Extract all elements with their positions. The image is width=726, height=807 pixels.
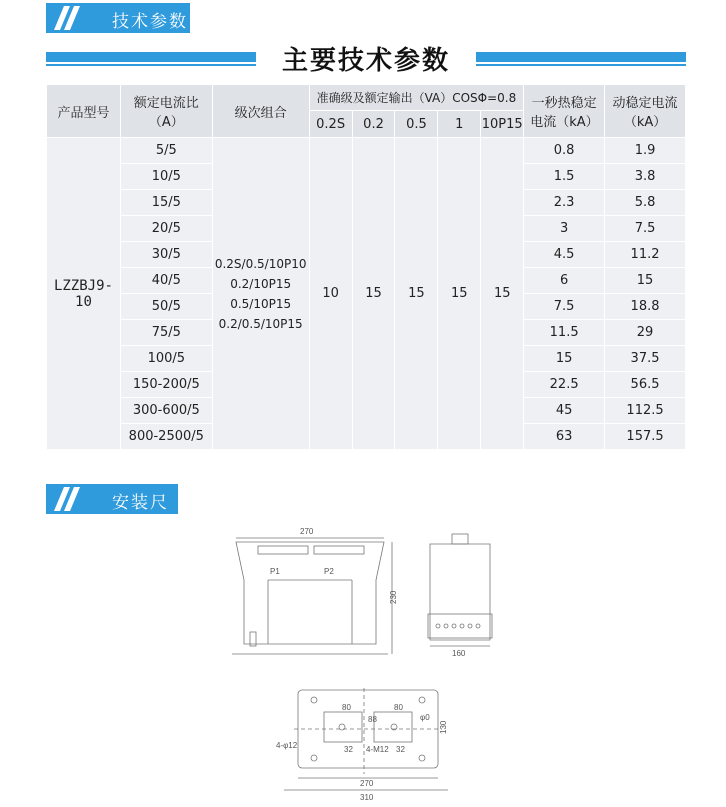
ratio-cell: 800-2500/5 — [120, 424, 212, 450]
dynamic-cell: 1.9 — [605, 138, 686, 164]
thermal-cell: 45 — [524, 398, 605, 424]
dim-130: 130 — [439, 720, 448, 734]
thermal-cell: 3 — [524, 216, 605, 242]
dim-88: 88 — [368, 715, 377, 724]
combo-item: 0.2S/0.5/10P10 — [214, 256, 307, 271]
front-view-drawing — [228, 520, 414, 665]
dynamic-cell: 29 — [605, 320, 686, 346]
dim-front-width: 270 — [300, 527, 314, 536]
dim-80a: 80 — [342, 703, 351, 712]
spec-table — [46, 84, 686, 450]
section-banner-tech-params — [46, 3, 190, 33]
section-title: 安装尺寸 — [112, 493, 169, 538]
dynamic-cell: 56.5 — [605, 372, 686, 398]
dynamic-cell: 7.5 — [605, 216, 686, 242]
thermal-cell: 11.5 — [524, 320, 605, 346]
dynamic-cell: 5.8 — [605, 190, 686, 216]
dim-310: 310 — [360, 793, 374, 802]
header-class: 10P15 — [481, 111, 524, 138]
slash-icon — [54, 6, 82, 30]
output-cell: 15 — [352, 138, 395, 450]
header-output: 准确级及额定输出（VA）COSΦ=0.8 — [309, 85, 524, 111]
header-combo: 级次组合 — [212, 85, 309, 138]
slash-icon — [54, 487, 82, 511]
page-title: 主要技术参数 — [281, 46, 450, 76]
bottom-view-drawing — [270, 684, 460, 802]
thermal-cell: 4.5 — [524, 242, 605, 268]
header-class: 0.5 — [395, 111, 438, 138]
dynamic-cell: 112.5 — [605, 398, 686, 424]
dynamic-cell: 3.8 — [605, 164, 686, 190]
header-class: 0.2 — [352, 111, 395, 138]
thermal-cell: 63 — [524, 424, 605, 450]
header-class: 1 — [438, 111, 481, 138]
dim-270: 270 — [360, 779, 374, 788]
output-cell: 15 — [395, 138, 438, 450]
thermal-cell: 1.5 — [524, 164, 605, 190]
ratio-cell: 30/5 — [120, 242, 212, 268]
ratio-cell: 20/5 — [120, 216, 212, 242]
side-view-drawing — [420, 530, 500, 660]
header-class: 0.2S — [309, 111, 352, 138]
model-cell: LZZBJ9-10 — [47, 138, 121, 450]
dim-32b: 32 — [396, 745, 405, 754]
ratio-cell: 150-200/5 — [120, 372, 212, 398]
dim-front-height: 230 — [389, 590, 398, 604]
dynamic-cell: 15 — [605, 268, 686, 294]
thermal-cell: 15 — [524, 346, 605, 372]
thermal-cell: 22.5 — [524, 372, 605, 398]
output-cell: 15 — [438, 138, 481, 450]
ratio-cell: 5/5 — [120, 138, 212, 164]
dim-32a: 32 — [344, 745, 353, 754]
ratio-cell: 15/5 — [120, 190, 212, 216]
thermal-cell: 2.3 — [524, 190, 605, 216]
ratio-cell: 300-600/5 — [120, 398, 212, 424]
thermal-cell: 7.5 — [524, 294, 605, 320]
thermal-cell: 6 — [524, 268, 605, 294]
output-cell: 10 — [309, 138, 352, 450]
dim-80b: 80 — [394, 703, 403, 712]
header-model: 产品型号 — [47, 85, 121, 138]
combo-item: 0.5/10P15 — [230, 296, 292, 311]
header-dynamic: 动稳定电流（kA） — [605, 85, 686, 138]
title-bar-right — [476, 52, 686, 62]
label-bolts: 4-M12 — [366, 745, 389, 754]
ratio-cell: 100/5 — [120, 346, 212, 372]
dynamic-cell: 37.5 — [605, 346, 686, 372]
header-ratio: 额定电流比（A） — [120, 85, 212, 138]
combo-item: 0.2/10P15 — [230, 276, 292, 291]
label-p1: P1 — [270, 567, 280, 576]
dynamic-cell: 11.2 — [605, 242, 686, 268]
ratio-cell: 75/5 — [120, 320, 212, 346]
ratio-cell: 10/5 — [120, 164, 212, 190]
ratio-cell: 40/5 — [120, 268, 212, 294]
thermal-cell: 0.8 — [524, 138, 605, 164]
section-banner-install-dims — [46, 484, 178, 538]
dim-side-width: 160 — [452, 649, 466, 658]
header-thermal: 一秒热稳定电流（kA） — [524, 85, 605, 138]
dynamic-cell: 157.5 — [605, 424, 686, 450]
dim-phi: φ0 — [420, 713, 430, 722]
label-p2: P2 — [324, 567, 334, 576]
combo-cell — [212, 138, 309, 450]
label-holes: 4-φ12 — [276, 741, 298, 750]
dynamic-cell: 18.8 — [605, 294, 686, 320]
combo-item: 0.2/0.5/10P15 — [218, 316, 303, 331]
table-row — [47, 138, 686, 164]
output-cell: 15 — [481, 138, 524, 450]
section-title: 技术参数 — [112, 12, 188, 32]
main-title-row — [46, 40, 686, 74]
ratio-cell: 50/5 — [120, 294, 212, 320]
